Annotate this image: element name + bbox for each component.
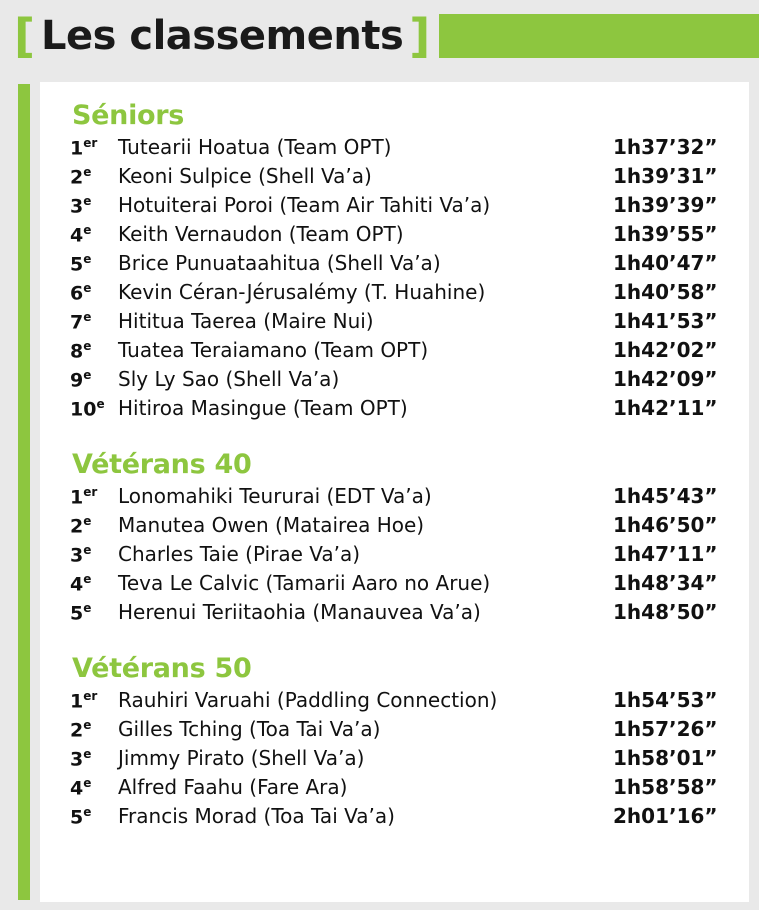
rank-label: 1er — [70, 484, 98, 508]
finish-time: 1h39’55” — [613, 222, 718, 246]
result-row — [56, 484, 733, 513]
finish-time: 1h40’58” — [613, 280, 718, 304]
result-row — [56, 164, 733, 193]
result-row — [56, 338, 733, 367]
results-list — [56, 484, 733, 629]
results-list — [56, 135, 733, 425]
content-area — [0, 72, 759, 910]
athlete-name: Hititua Taerea (Maire Nui) — [118, 309, 374, 333]
athlete-name: Hitiroa Masingue (Team OPT) — [118, 396, 408, 420]
finish-time: 1h40’47” — [613, 251, 718, 275]
header-accent-bar — [439, 14, 759, 58]
rank-label: 8e — [70, 338, 92, 362]
finish-time: 1h42’09” — [613, 367, 718, 391]
rank-label: 4e — [70, 222, 92, 246]
result-row — [56, 804, 733, 833]
athlete-name: Alfred Faahu (Fare Ara) — [118, 775, 348, 799]
athlete-name: Tuatea Teraiamano (Team OPT) — [118, 338, 429, 362]
rank-label: 6e — [70, 280, 92, 304]
section-spacer — [56, 643, 733, 653]
result-row — [56, 513, 733, 542]
rank-label: 1er — [70, 688, 98, 712]
rank-label: 2e — [70, 717, 92, 741]
athlete-name: Charles Taie (Pirae Va’a) — [118, 542, 361, 566]
result-row — [56, 600, 733, 629]
section-veterans-40 — [56, 449, 733, 629]
result-row — [56, 309, 733, 338]
finish-time: 1h39’39” — [613, 193, 718, 217]
finish-time: 1h37’32” — [613, 135, 718, 159]
results-panel — [40, 82, 749, 902]
result-row — [56, 542, 733, 571]
result-row — [56, 775, 733, 804]
finish-time: 1h47’11” — [613, 542, 718, 566]
result-row — [56, 717, 733, 746]
finish-time: 2h01’16” — [613, 804, 718, 828]
rank-label: 3e — [70, 746, 92, 770]
finish-time: 1h58’01” — [613, 746, 718, 770]
athlete-name: Herenui Teriitaohia (Manauvea Va’a) — [118, 600, 481, 624]
athlete-name: Tutearii Hoatua (Team OPT) — [118, 135, 392, 159]
athlete-name: Sly Ly Sao (Shell Va’a) — [118, 367, 340, 391]
result-row — [56, 571, 733, 600]
rank-label: 3e — [70, 542, 92, 566]
finish-time: 1h46’50” — [613, 513, 718, 537]
rank-label: 7e — [70, 309, 92, 333]
result-row — [56, 135, 733, 164]
athlete-name: Brice Punuataahitua (Shell Va’a) — [118, 251, 441, 275]
athlete-name: Rauhiri Varuahi (Paddling Connection) — [118, 688, 498, 712]
results-list — [56, 688, 733, 833]
finish-time: 1h48’34” — [613, 571, 718, 595]
rank-label: 2e — [70, 164, 92, 188]
rank-label: 5e — [70, 804, 92, 828]
left-accent-rail — [18, 84, 30, 900]
result-row — [56, 280, 733, 309]
section-title: Vétérans 40 — [72, 449, 252, 480]
rank-label: 10e — [70, 396, 105, 420]
finish-time: 1h57’26” — [613, 717, 718, 741]
rank-label: 9e — [70, 367, 92, 391]
finish-time: 1h42’02” — [613, 338, 718, 362]
result-row — [56, 193, 733, 222]
athlete-name: Keith Vernaudon (Team OPT) — [118, 222, 404, 246]
result-row — [56, 746, 733, 775]
finish-time: 1h39’31” — [613, 164, 718, 188]
finish-time: 1h45’43” — [613, 484, 718, 508]
athlete-name: Keoni Sulpice (Shell Va’a) — [118, 164, 372, 188]
rank-label: 5e — [70, 251, 92, 275]
result-row — [56, 222, 733, 251]
bracket-right-icon: ] — [409, 9, 431, 63]
rank-label: 5e — [70, 600, 92, 624]
rank-label: 4e — [70, 571, 92, 595]
result-row — [56, 688, 733, 717]
finish-time: 1h54’53” — [613, 688, 718, 712]
athlete-name: Gilles Tching (Toa Tai Va’a) — [118, 717, 381, 741]
athlete-name: Francis Morad (Toa Tai Va’a) — [118, 804, 395, 828]
rank-label: 2e — [70, 513, 92, 537]
page-header — [0, 0, 759, 72]
finish-time: 1h41’53” — [613, 309, 718, 333]
finish-time: 1h42’11” — [613, 396, 718, 420]
section-title: Séniors — [72, 100, 185, 131]
result-row — [56, 396, 733, 425]
athlete-name: Teva Le Calvic (Tamarii Aaro no Arue) — [118, 571, 491, 595]
athlete-name: Kevin Céran-Jérusalémy (T. Huahine) — [118, 280, 486, 304]
result-row — [56, 251, 733, 280]
bracket-left-icon: [ — [14, 9, 36, 63]
finish-time: 1h48’50” — [613, 600, 718, 624]
rank-label: 4e — [70, 775, 92, 799]
rank-label: 3e — [70, 193, 92, 217]
section-title: Vétérans 50 — [72, 653, 252, 684]
section-veterans-50 — [56, 653, 733, 833]
finish-time: 1h58’58” — [613, 775, 718, 799]
athlete-name: Lonomahiki Teururai (EDT Va’a) — [118, 484, 432, 508]
athlete-name: Hotuiterai Poroi (Team Air Tahiti Va’a) — [118, 193, 491, 217]
page-title: Les classements — [41, 13, 404, 59]
section-seniors — [56, 100, 733, 425]
athlete-name: Manutea Owen (Matairea Hoe) — [118, 513, 425, 537]
section-spacer — [56, 439, 733, 449]
result-row — [56, 367, 733, 396]
rank-label: 1er — [70, 135, 98, 159]
athlete-name: Jimmy Pirato (Shell Va’a) — [118, 746, 365, 770]
